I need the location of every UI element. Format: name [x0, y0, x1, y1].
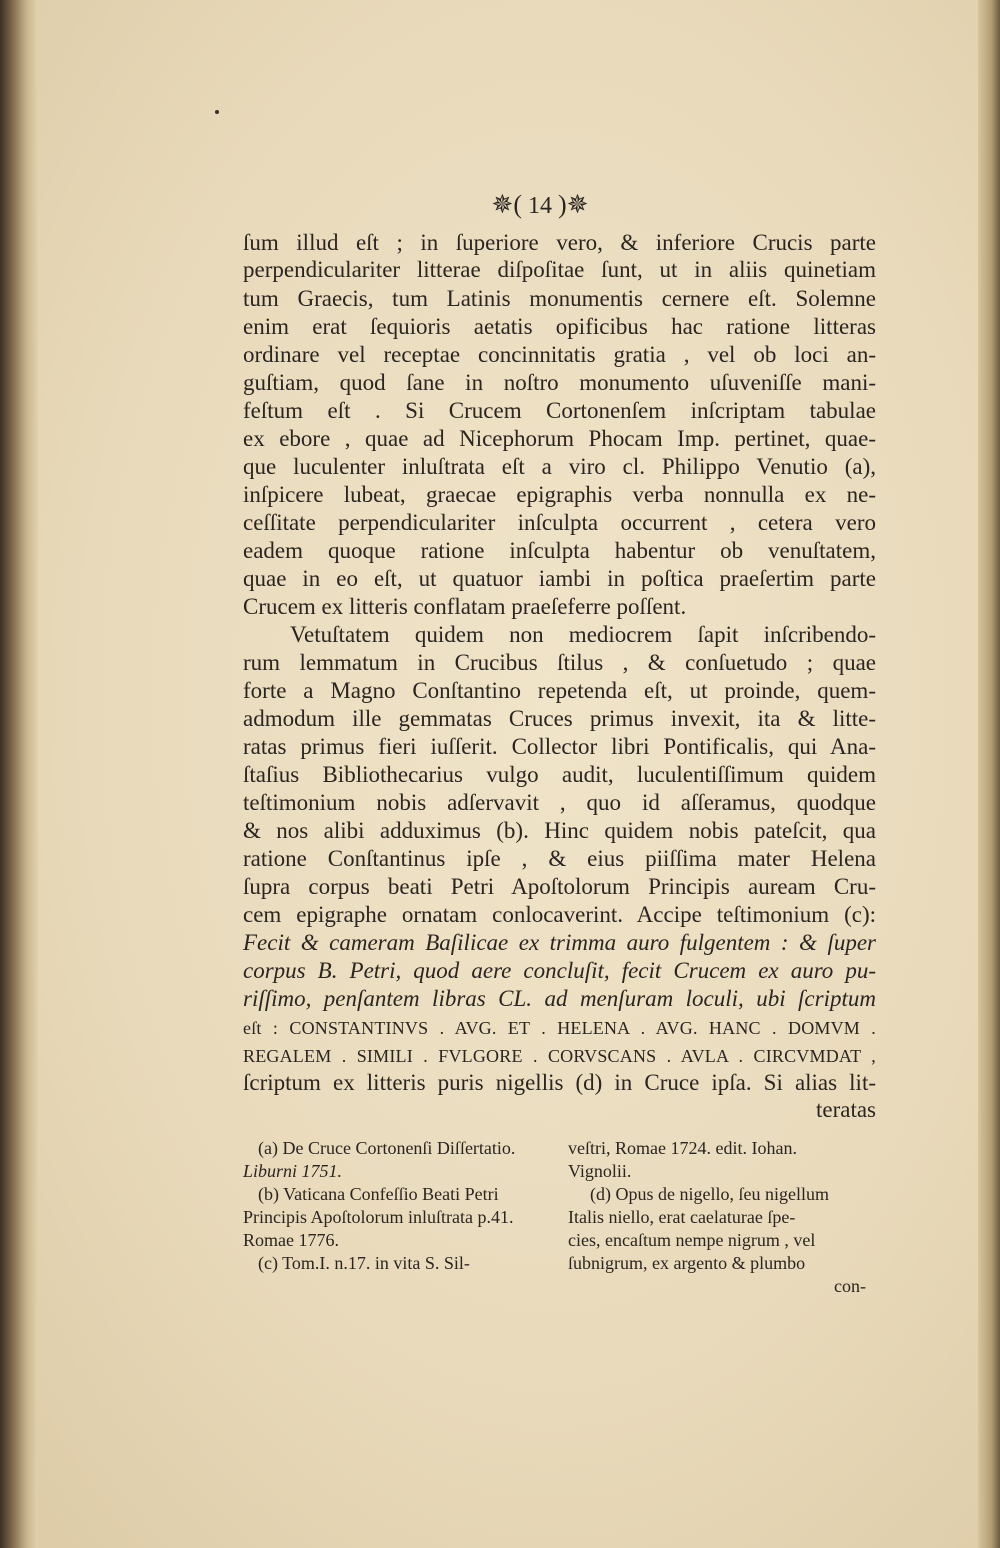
text-line: Crucem ex litteris conflatam praeſeferre poſſent. [243, 594, 687, 619]
text-line: admodum ille gemmatas Cruces primus invexit, ita & litte- [243, 706, 876, 731]
text-line: ſcriptum ex litteris puris nigellis (d) in Cruce ipſa. Si alias lit- [243, 1070, 876, 1095]
catchword: con- [834, 1276, 866, 1296]
footnote-line: Liburni 1751. [243, 1161, 343, 1181]
text-line: Vetuſtatem quidem non mediocrem ſapit inſcribendo- [290, 622, 876, 647]
footnote-line: Italis niello, erat caelaturae ſpe- [568, 1207, 796, 1227]
footnote-line: (c) Tom.I. n.17. in vita S. Sil- [258, 1253, 470, 1273]
text-line: corpus B. Petri, quod aere concluſit, fecit Crucem ex auro pu- [243, 958, 876, 983]
text-line: feſtum eſt . Si Crucem Cortonenſem inſcriptam tabulae [243, 398, 876, 423]
text-line: & nos alibi adduximus (b). Hinc quidem nobis pateſcit, qua [243, 818, 876, 843]
text-line: forte a Magno Conſtantino repetenda eſt, ut proinde, quem- [243, 678, 876, 703]
catchword: teratas [815, 1097, 876, 1122]
text-line: tum Graecis, tum Latinis monumentis cernere eſt. Solemne [243, 286, 876, 311]
page-number: 14 [528, 193, 552, 219]
footnote-line: cies, encaſtum nempe nigrum , vel [568, 1230, 816, 1250]
text-line: ſum illud eſt ; in ſuperiore vero, & inferiore Crucis parte [243, 230, 876, 255]
text-line: enim erat ſequioris aetatis opificibus hac ratione litteras [243, 314, 876, 339]
text-line: perpendiculariter litterae diſpoſitae ſunt, ut in aliis quinetiam [243, 257, 876, 282]
page-edge [978, 0, 1000, 1548]
text-line: inſpicere lubeat, graecae epigraphis verba nonnulla ex ne- [243, 482, 876, 507]
ornament-right-icon: )✵ [558, 190, 589, 219]
text-line: eſt : CONSTANTINVS . AVG. ET . HELENA . AVG. HANC . DOMVM . [243, 1018, 876, 1038]
footnote-line: (b) Vaticana Confeſſio Beati Petri [258, 1184, 499, 1204]
text-line: Fecit & cameram Baſilicae ex trimma auro fulgentem : & ſuper [243, 930, 876, 955]
text-line: teſtimonium nobis adſervavit , quo id aſſeramus, quodque [243, 790, 876, 815]
text-line: REGALEM . SIMILI . FVLGORE . CORVSCANS . AVLA . CIRCVMDAT , [243, 1046, 876, 1066]
text-line: ratas primus fieri iuſſerit. Collector libri Pontificalis, qui Ana- [243, 734, 876, 759]
text-line: riſſimo, penſantem libras CL. ad menſuram loculi, ubi ſcriptum [243, 986, 876, 1011]
text-line: eadem quoque ratione inſculpta habentur ob venuſtatem, [243, 538, 876, 563]
text-line: ratione Conſtantinus ipſe , & eius piiſſima mater Helena [243, 846, 876, 871]
footnote-line: ſubnigrum, ex argento & plumbo [568, 1253, 806, 1273]
footnote-line: (a) De Cruce Cortonenſi Diſſertatio. [258, 1138, 516, 1158]
text-line: ceſſitate perpendiculariter inſculpta occurrent , cetera vero [243, 510, 876, 535]
footnote-line: (d) Opus de nigello, ſeu nigellum [590, 1184, 829, 1204]
footnote-line: Romae 1776. [243, 1230, 339, 1250]
footnote-line: veſtri, Romae 1724. edit. Iohan. [568, 1138, 797, 1158]
book-gutter [0, 0, 38, 1548]
text-line: quae in eo eſt, ut quatuor iambi in poſtica praeſertim parte [243, 566, 876, 591]
footnote-line: Principis Apoſtolorum inluſtrata p.41. [243, 1207, 514, 1227]
text-line: que luculenter inluſtrata eſt a viro cl. Philippo Venutio (a), [243, 454, 876, 479]
text-line: ex ebore , quae ad Nicephorum Phocam Imp. pertinet, quae- [243, 426, 876, 451]
ornament-left-icon: ✵( [491, 190, 522, 219]
page-header [440, 190, 640, 220]
text-line: ſupra corpus beati Petri Apoſtolorum Principis auream Cru- [243, 874, 876, 899]
ink-speck [215, 110, 219, 114]
footnote-line: Vignolii. [568, 1161, 632, 1181]
text-line: rum lemmatum in Crucibus ſtilus , & conſuetudo ; quae [243, 650, 876, 675]
text-line: ſtaſius Bibliothecarius vulgo audit, luculentiſſimum quidem [243, 762, 876, 787]
text-line: ordinare vel receptae concinnitatis gratia , vel ob loci an- [243, 342, 876, 367]
text-line: guſtiam, quod ſane in noſtro monumento uſuveniſſe mani- [243, 370, 876, 395]
text-line: cem epigraphe ornatam conlocaverint. Accipe teſtimonium (c): [243, 902, 876, 927]
